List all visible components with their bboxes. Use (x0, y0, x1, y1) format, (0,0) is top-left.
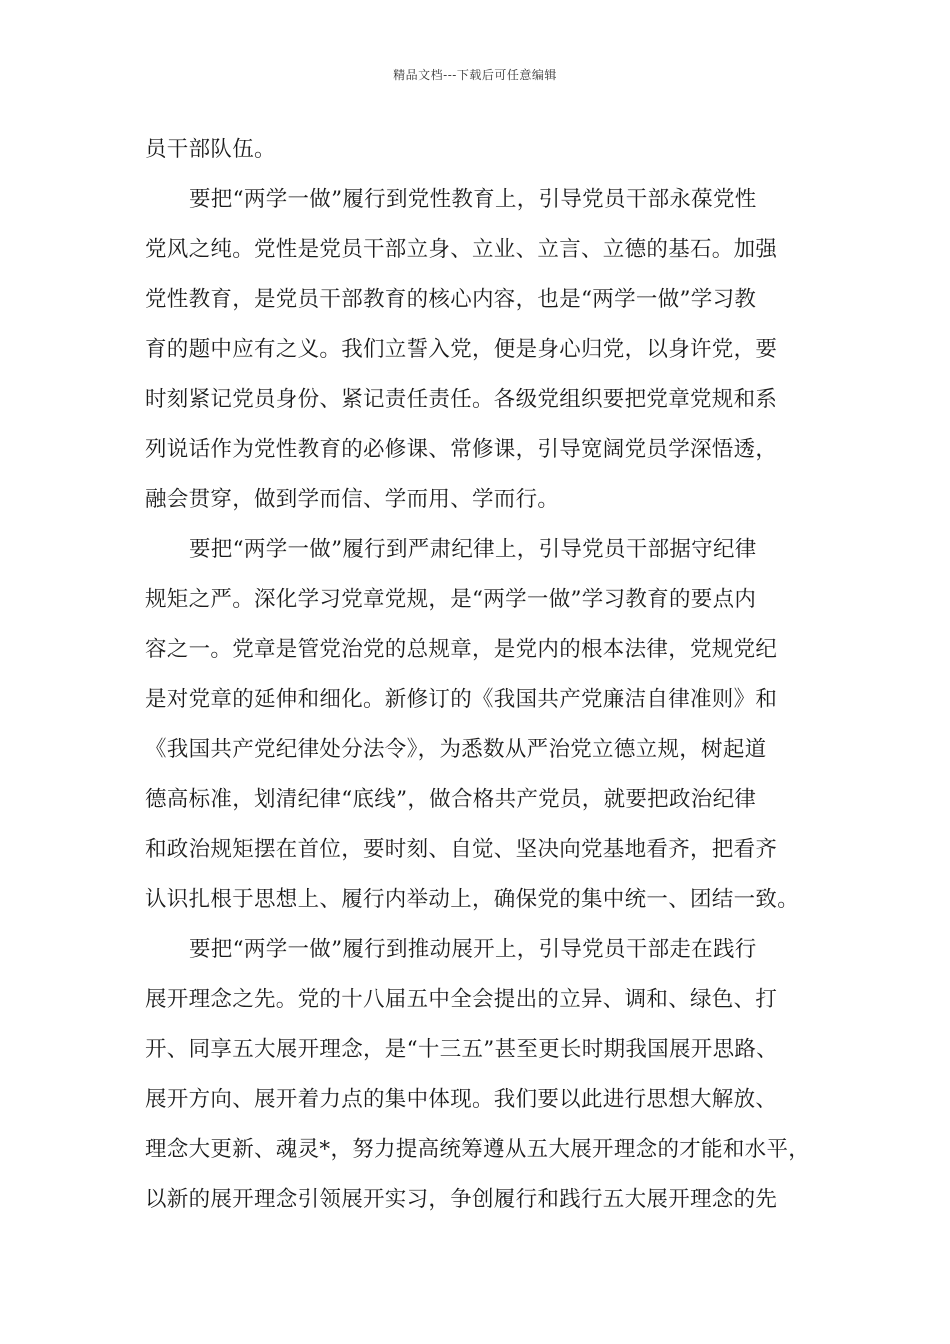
page-header: 精品文档---下载后可任意编辑 (393, 68, 557, 82)
text-line: 融会贯穿，做到学而信、学而用、学而行。 (145, 487, 560, 512)
text-line: 列说话作为党性教育的必修课、常修课，引导宽阔党员学深悟透， (145, 437, 778, 462)
text-line: 《我国共产党纪律处分法令》，为悉数从严治党立德立规，树起道 (145, 737, 767, 762)
text-line: 以新的展开理念引领展开实习，争创履行和践行五大展开理念的先 (145, 1187, 778, 1212)
text-line: 规矩之严。深化学习党章党规，是“两学一做”学习教育的要点内 (145, 587, 757, 612)
text-line: 理念大更新、魂灵*，努力提高统筹遵从五大展开理念的才能和水平， (145, 1137, 811, 1162)
document-body (145, 125, 825, 1225)
text-line: 要把“两学一做”履行到严肃纪律上，引导党员干部据守纪律 (189, 537, 757, 562)
text-line: 时刻紧记党员身份、紧记责任责任。各级党组织要把党章党规和系 (145, 387, 778, 412)
text-line: 展开理念之先。党的十八届五中全会提出的立异、调和、绿色、打 (145, 987, 778, 1012)
paragraph (145, 175, 825, 525)
text-line: 认识扎根于思想上、履行内举动上，确保党的集中统一、团结一致。 (145, 887, 800, 912)
text-line: 员干部队伍。 (145, 137, 276, 162)
paragraph (145, 925, 825, 1225)
paragraph (145, 125, 825, 175)
paragraph (145, 525, 825, 925)
text-line: 要把“两学一做”履行到推动展开上，引导党员干部走在践行 (189, 937, 757, 962)
text-line: 开、同享五大展开理念，是“十三五”甚至更长时期我国展开思路、 (145, 1037, 778, 1062)
text-line: 育的题中应有之义。我们立誓入党，便是身心归党，以身许党，要 (145, 337, 778, 362)
text-line: 展开方向、展开着力点的集中体现。我们要以此进行思想大解放、 (145, 1087, 778, 1112)
text-line: 是对党章的延伸和细化。新修订的《我国共产党廉洁自律准则》和 (145, 687, 778, 712)
text-line: 德高标准，划清纪律“底线”，做合格共产党员，就要把政治纪律 (145, 787, 757, 812)
text-line: 党风之纯。党性是党员干部立身、立业、立言、立德的基石。加强 (145, 237, 778, 262)
text-line: 党性教育，是党员干部教育的核心内容，也是“两学一做”学习教 (145, 287, 757, 312)
text-line: 和政治规矩摆在首位，要时刻、自觉、坚决向党基地看齐，把看齐 (145, 837, 778, 862)
text-line: 要把“两学一做”履行到党性教育上，引导党员干部永葆党性 (189, 187, 757, 212)
text-line: 容之一。党章是管党治党的总规章，是党内的根本法律，党规党纪 (145, 637, 778, 662)
